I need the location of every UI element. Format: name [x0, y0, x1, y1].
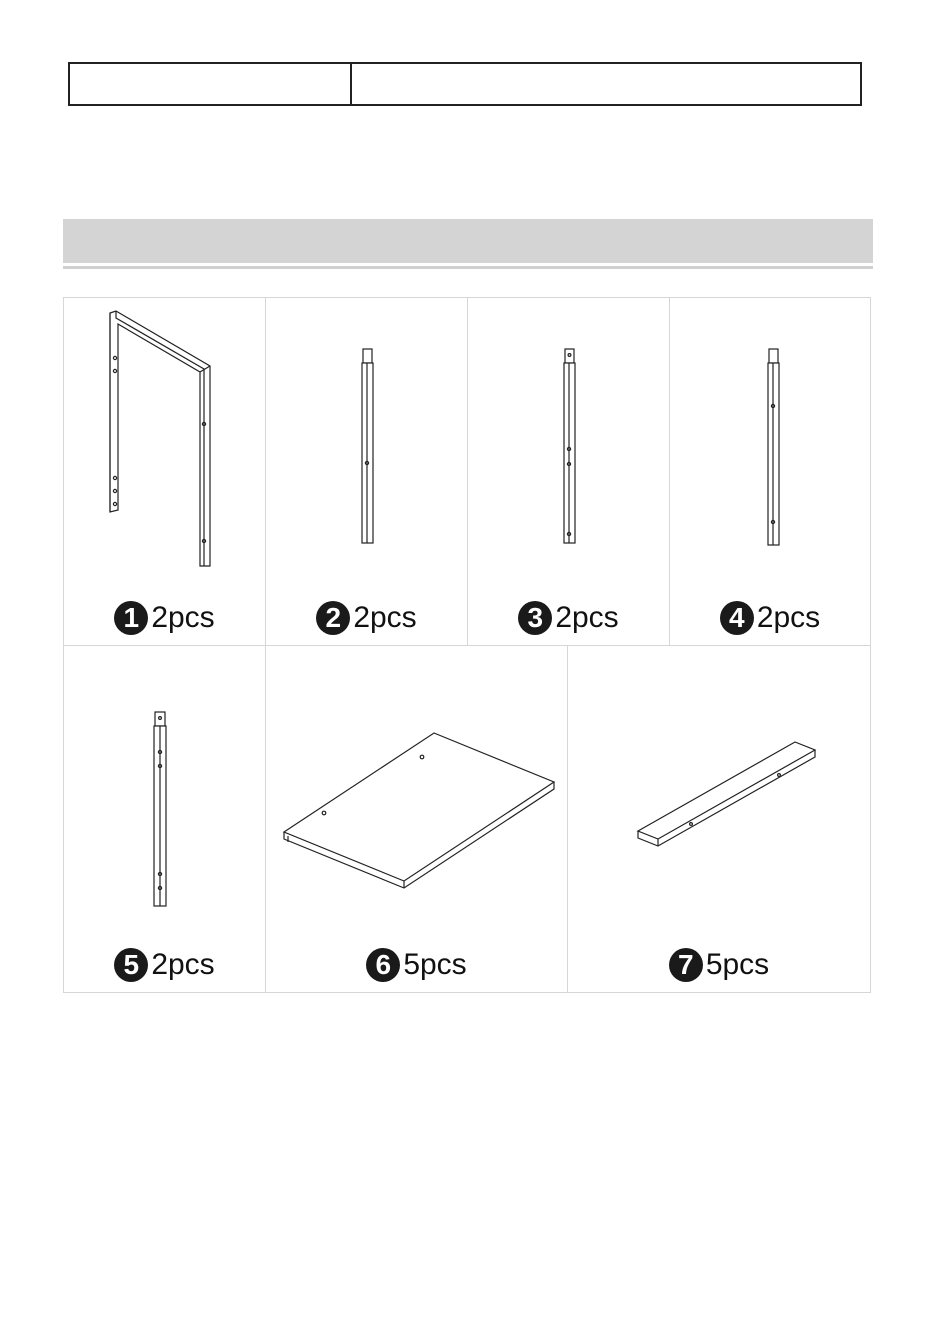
part-quantity: 5pcs [705, 948, 770, 981]
part-label-3 [468, 601, 669, 635]
part-number-badge: 7 [669, 948, 703, 982]
u-frame-icon [64, 298, 266, 598]
part-label-1 [64, 601, 265, 635]
part-number-badge: 4 [720, 601, 754, 635]
part-label-6 [266, 948, 567, 982]
post-icon [64, 646, 266, 946]
part-label-5 [64, 948, 265, 982]
plank-icon [568, 646, 870, 946]
post-icon [468, 298, 670, 598]
post-icon [670, 298, 870, 598]
parts-list-grid [63, 297, 871, 993]
part-cell-1 [64, 298, 266, 646]
part-number-badge: 1 [114, 601, 148, 635]
header-cell-left [70, 64, 352, 104]
part-number-badge: 5 [114, 948, 148, 982]
part-cell-6 [266, 646, 568, 992]
part-number-badge: 2 [316, 601, 350, 635]
part-number-badge: 3 [518, 601, 552, 635]
part-cell-7 [568, 646, 870, 992]
part-label-7 [568, 948, 870, 982]
part-number-badge: 6 [366, 948, 400, 982]
part-label-2 [266, 601, 467, 635]
part-cell-3 [468, 298, 670, 646]
part-label-4 [670, 601, 870, 635]
part-quantity: 2pcs [353, 601, 417, 634]
part-cell-4 [670, 298, 870, 646]
part-cell-5 [64, 646, 266, 992]
part-quantity: 2pcs [555, 601, 619, 634]
part-cell-2 [266, 298, 468, 646]
section-divider [63, 266, 873, 269]
header-table [68, 62, 862, 106]
part-quantity: 2pcs [756, 601, 821, 634]
section-header-bar [63, 219, 873, 263]
part-quantity: 2pcs [151, 601, 215, 634]
post-icon [266, 298, 468, 598]
part-quantity: 2pcs [151, 948, 215, 981]
header-cell-right [352, 64, 860, 104]
part-quantity: 5pcs [403, 948, 467, 981]
shelf-board-icon [266, 646, 568, 946]
